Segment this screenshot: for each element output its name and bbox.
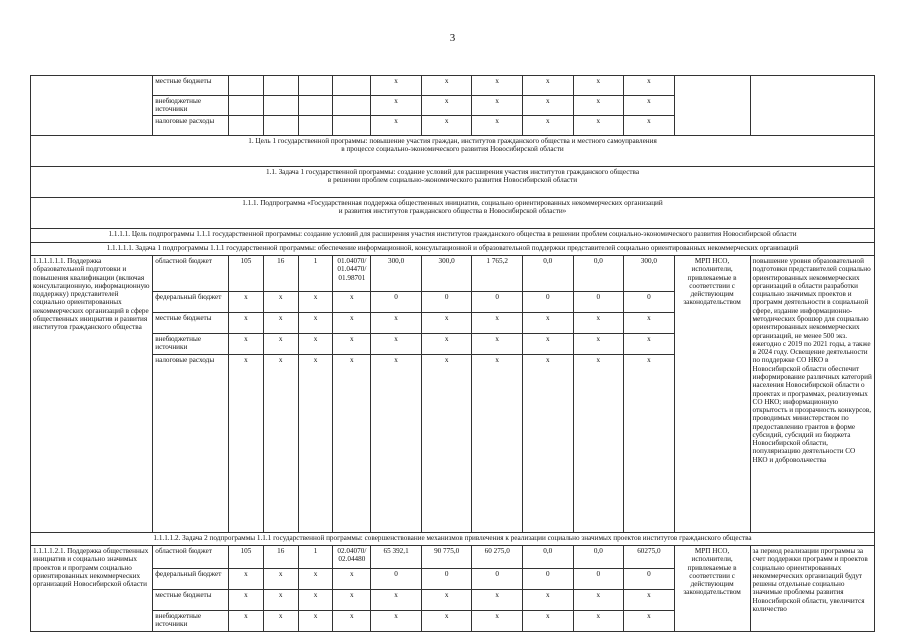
table-cell: 02.04070/ 02.04480 xyxy=(333,546,371,569)
value-cell: 65 392,1 xyxy=(371,546,422,569)
value-cell: x xyxy=(421,334,472,355)
table-cell: 16 xyxy=(263,546,298,569)
table-cell: x xyxy=(298,313,333,334)
value-cell: 60 275,0 xyxy=(472,546,523,569)
value-cell: 0 xyxy=(624,292,675,313)
value-cell: x xyxy=(371,611,422,632)
table-cell: x xyxy=(263,313,298,334)
subtask1-heading: 1.1.1.1.1. Задача 1 подпрограммы 1.1.1 государственной программы: обеспечение информационной, консультационной и образовательной поддержки представителей социально ориентированных некоммерческих организаций xyxy=(31,243,875,256)
value-cell: x xyxy=(472,611,523,632)
value-cell: x xyxy=(472,334,523,355)
table-cell xyxy=(333,76,371,96)
value-cell: x xyxy=(472,355,523,533)
table-cell xyxy=(298,116,333,136)
table-cell: x xyxy=(229,569,264,590)
value-cell: x xyxy=(421,96,472,116)
value-cell: 0,0 xyxy=(522,256,573,292)
table-cell: 105 xyxy=(229,546,264,569)
funding-source-cell: местные бюджеты xyxy=(153,313,229,334)
table-cell: 16 xyxy=(263,256,298,292)
funding-source-cell: налоговые расходы xyxy=(153,355,229,533)
table-cell: x xyxy=(229,334,264,355)
value-cell: x xyxy=(522,76,573,96)
value-cell: x xyxy=(624,116,675,136)
subtask2-heading: 1.1.1.1.2. Задача 2 подпрограммы 1.1.1 государственной программы: совершенствование механизмов привлечения к реализации социально значимых проектов институтов гражданского общества xyxy=(31,533,875,546)
table-cell xyxy=(333,116,371,136)
value-cell: x xyxy=(522,355,573,533)
table-cell: x xyxy=(333,292,371,313)
value-cell: x xyxy=(573,313,624,334)
funding-source-cell: федеральный бюджет xyxy=(153,292,229,313)
table-row xyxy=(31,256,875,292)
event1-responsible: МРП НСО, исполнители, привлекаемые в соответствии с действующим законодательством xyxy=(674,256,750,533)
funding-source-cell: внебюджетные источники xyxy=(153,96,229,116)
value-cell: x xyxy=(421,611,472,632)
table-cell xyxy=(263,76,298,96)
value-cell: 60275,0 xyxy=(624,546,675,569)
value-cell: x xyxy=(624,590,675,611)
table-cell xyxy=(298,96,333,116)
value-cell: 0,0 xyxy=(522,546,573,569)
goal-heading: 1. Цель 1 государственной программы: повышение участия граждан, институтов гражданского общества и местного самоуправления в процессе социально-экономического развития Новосибирской области xyxy=(31,136,875,167)
value-cell: 0 xyxy=(522,292,573,313)
value-cell: 0 xyxy=(371,292,422,313)
funding-source-cell: местные бюджеты xyxy=(153,590,229,611)
table-cell: x xyxy=(229,292,264,313)
value-cell: 300,0 xyxy=(371,256,422,292)
result-cell xyxy=(750,76,874,136)
responsible-cell xyxy=(674,76,750,136)
table-cell xyxy=(333,96,371,116)
value-cell: 0 xyxy=(624,569,675,590)
table-cell xyxy=(229,116,264,136)
value-cell: x xyxy=(573,355,624,533)
table-cell: x xyxy=(263,569,298,590)
table-row xyxy=(31,243,875,256)
table-cell: x xyxy=(298,334,333,355)
value-cell: x xyxy=(624,313,675,334)
table-cell: x xyxy=(229,590,264,611)
value-cell: 300,0 xyxy=(624,256,675,292)
value-cell: 0 xyxy=(573,569,624,590)
event-name-cell xyxy=(31,76,153,136)
value-cell: x xyxy=(573,611,624,632)
value-cell: x xyxy=(421,313,472,334)
value-cell: x xyxy=(472,116,523,136)
table-cell: 01.04070/ 01.04470/ 01.98701 xyxy=(333,256,371,292)
table-cell: x xyxy=(229,313,264,334)
value-cell: 300,0 xyxy=(421,256,472,292)
table-cell xyxy=(263,116,298,136)
table-cell: x xyxy=(298,590,333,611)
value-cell: 0 xyxy=(472,292,523,313)
event1-name: 1.1.1.1.1.1. Поддержка образовательной подготовки и повышения квалификации (включая консультационную, информационную поддержку) представителей социально ориентированных некоммерческих организаций в сфере общественных инициатив и развития институтов гражданского общества xyxy=(31,256,153,533)
table-row xyxy=(31,167,875,198)
value-cell: x xyxy=(371,313,422,334)
value-cell: x xyxy=(624,611,675,632)
value-cell: x xyxy=(624,355,675,533)
table-row xyxy=(31,229,875,243)
value-cell: x xyxy=(421,116,472,136)
value-cell: x xyxy=(472,96,523,116)
value-cell: x xyxy=(371,116,422,136)
funding-source-cell: федеральный бюджет xyxy=(153,569,229,590)
value-cell: x xyxy=(522,334,573,355)
table-cell: x xyxy=(298,292,333,313)
table-cell: x xyxy=(333,569,371,590)
value-cell: x xyxy=(573,76,624,96)
funding-source-cell: налоговые расходы xyxy=(153,116,229,136)
table-cell: x xyxy=(263,590,298,611)
table-row xyxy=(31,546,875,569)
funding-source-cell: областной бюджет xyxy=(153,546,229,569)
subgoal-heading: 1.1.1.1. Цель подпрограммы 1.1.1 государственной программы: создание условий для расширения участия институтов гражданского общества в решении проблем социально-экономического развития Новосибирской области xyxy=(31,229,875,243)
table-cell: x xyxy=(298,355,333,533)
value-cell: x xyxy=(472,313,523,334)
value-cell: x xyxy=(573,116,624,136)
value-cell: x xyxy=(522,96,573,116)
table-row xyxy=(31,533,875,546)
table-cell: x xyxy=(298,611,333,632)
table-cell: x xyxy=(333,334,371,355)
table-cell: x xyxy=(333,611,371,632)
value-cell: x xyxy=(522,116,573,136)
task-heading: 1.1. Задача 1 государственной программы: создание условий для расширения участия институтов гражданского общества в решении проблем социально-экономического развития Новосибирской области xyxy=(31,167,875,198)
value-cell: x xyxy=(421,590,472,611)
value-cell: 0 xyxy=(421,569,472,590)
subprogram-heading: 1.1.1. Подпрограмма «Государственная поддержка общественных инициатив, социально ориентированных некоммерческих организаций и развития институтов гражданского общества в Новосибирской области» xyxy=(31,198,875,229)
value-cell: 0 xyxy=(421,292,472,313)
value-cell: x xyxy=(472,76,523,96)
value-cell: x xyxy=(472,590,523,611)
value-cell: 0 xyxy=(472,569,523,590)
value-cell: x xyxy=(421,76,472,96)
table-row xyxy=(31,198,875,229)
funding-source-cell: внебюджетные источники xyxy=(153,334,229,355)
value-cell: 90 775,0 xyxy=(421,546,472,569)
value-cell: x xyxy=(371,334,422,355)
table-cell: x xyxy=(333,590,371,611)
funding-source-cell: областной бюджет xyxy=(153,256,229,292)
value-cell: x xyxy=(624,76,675,96)
funding-source-cell: внебюджетные источники xyxy=(153,611,229,632)
value-cell: x xyxy=(624,334,675,355)
value-cell: x xyxy=(371,96,422,116)
value-cell: 0,0 xyxy=(573,256,624,292)
table-cell: x xyxy=(263,355,298,533)
value-cell: 0,0 xyxy=(573,546,624,569)
value-cell: 0 xyxy=(522,569,573,590)
value-cell: x xyxy=(624,96,675,116)
table-cell: x xyxy=(263,292,298,313)
table-cell: x xyxy=(229,355,264,533)
page-number: 3 xyxy=(449,32,456,44)
event2-result: за период реализации программы за счет поддержки программ и проектов социально ориентированных некоммерческих организаций будут решены отдельные социально значимые проблемы развития Новосибирской области, увеличится количество xyxy=(750,546,874,632)
value-cell: 1 765,2 xyxy=(472,256,523,292)
value-cell: x xyxy=(371,76,422,96)
table-cell: x xyxy=(229,611,264,632)
funding-source-cell: местные бюджеты xyxy=(153,76,229,96)
event2-name: 1.1.1.1.2.1. Поддержка общественных инициатив и социально значимых проектов и программ социально ориентированных некоммерческих организаций Новосибирской области xyxy=(31,546,153,632)
value-cell: x xyxy=(573,590,624,611)
table-cell: x xyxy=(263,334,298,355)
table-cell: x xyxy=(333,313,371,334)
value-cell: x xyxy=(371,355,422,533)
table-cell: 1 xyxy=(298,256,333,292)
table-cell: 105 xyxy=(229,256,264,292)
table-row xyxy=(31,136,875,167)
table-row xyxy=(31,76,875,96)
value-cell: x xyxy=(421,355,472,533)
value-cell: x xyxy=(573,96,624,116)
table-cell: x xyxy=(263,611,298,632)
event2-responsible: МРП НСО, исполнители, привлекаемые в соответствии с действующим законодательством xyxy=(674,546,750,632)
value-cell: 0 xyxy=(573,292,624,313)
value-cell: x xyxy=(522,313,573,334)
table-cell: x xyxy=(333,355,371,533)
table-cell xyxy=(229,96,264,116)
table-cell xyxy=(298,76,333,96)
table-cell: x xyxy=(298,569,333,590)
value-cell: x xyxy=(573,334,624,355)
value-cell: x xyxy=(522,590,573,611)
table-cell: 1 xyxy=(298,546,333,569)
table-cell xyxy=(229,76,264,96)
value-cell: x xyxy=(371,590,422,611)
program-table xyxy=(30,75,875,632)
value-cell: x xyxy=(522,611,573,632)
table-cell xyxy=(263,96,298,116)
value-cell: 0 xyxy=(371,569,422,590)
event1-result: повышение уровня образовательной подготовки представителей социально ориентированных некоммерческих организаций в области разработки социально значимых проектов и программ деятельности в социальной сфере, издание информационно-методических брошюр для социально ориентированных некоммерческих организаций, не менее 500 экз. ежегодно с 2019 по 2021 годы, а также в 2024 году. Освещение деятельности по поддержке СО НКО в Новосибирской области обеспечит информирование различных категорий населения Новосибирской области о проектах и программах, реализуемых СО НКО; информационную открытость и прозрачность конкурсов, проводимых министерством по предоставлению грантов в форме субсидий, субсидий из бюджета Новосибирской области, популяризацию деятельности СО НКО и добровольчества xyxy=(750,256,874,533)
